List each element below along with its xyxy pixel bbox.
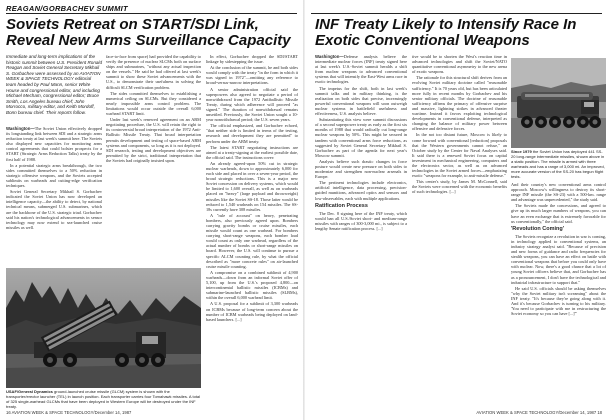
left-folio: 16 AVIATION WEEK & SPACE TECHNOLOGY/December 14, 1987 <box>6 410 132 415</box>
paragraph: In a potential strategic arms breakthrough, the two sides committed themselves to a 50% reduction in strategic offensive weapons, and the Soviets accepted sublimits on warheads and cutting-edge verification techniques. <box>6 162 102 189</box>
rubric-rule <box>6 13 297 14</box>
left-page <box>0 0 303 420</box>
paragraph: The rationale for this structural shift derives from an evolving Soviet military doctrine called "reasonable sufficiency." It is 70 years old, but has been articulated more fully in recent months by Gorbachev and his senior military officials. The doctrine of reasonable sufficiency affirms the primacy of offensive surprise and massive, lightning strikes in advanced theater wartime. Instead it favors exploiting technological developments in conventional defense, interpreted as changing the balance of military power between offensive and defensive forces. <box>412 75 507 132</box>
paragraph: The impetus for the shift, both in last week's summit talks and in military thinking, is the realization on both sides that precise, increasingly powerful conventional weapons will soon outweigh nuclear systems in battlefield usefulness and effectiveness, U.S. analysts believe. <box>315 85 407 117</box>
left-headline: Soviets Retreat on START/SDI Link, Reveal New Arms Surveillance Capacity <box>6 16 291 49</box>
glcm-caption: USAF/General Dynamics ground-launched cruise missile (GLCM) system is shown with the transporter/erector launcher (TEL) in launch position. Each transporter carries four Tomahawk missiles. A total of 325 single-warhead GLCMs that have been deployed in Western Europe will be destroyed under the INF treaty. <box>6 389 201 409</box>
subhead: Ratification Process <box>315 202 368 209</box>
paragraph: He said U.S. officials should be asking themselves "why the Soviet military isn't screaming" about the INF treaty. "It's because they're going along with it. And it's because Gorbachev is turning to his military. 'You need to participate with me in restructuring the Soviet economy so you can have [...]'" <box>511 285 606 317</box>
ss20-caption: Since 1979 the Soviet Union has deployed 441 SS-20 long-range intermediate missiles, shown above in a static position. The missile is armed with three warheads and has a range of 3,000 mi. An improved, more accurate version of the SS-20 has begun flight tests. <box>511 149 605 179</box>
dateline: Washington— <box>6 126 35 131</box>
glcm-photo <box>6 268 201 388</box>
section-rubric: REAGAN/GORBACHEV SUMMIT <box>6 4 128 13</box>
left-column-3 <box>206 54 298 406</box>
paragraph: At the conclusion of the summit, he and both sides would comply with the treaty "in the form in which it was signed in 1972"—omitting any reference to broad-versus-narrow interpretations. <box>206 65 298 86</box>
glcm-photo-image <box>6 268 201 388</box>
paragraph: In the not too distant future, Moscow is likely to come forward with conventional [reduction] proposals that the Western governments cannot refuse," an October study by the Center for Naval Analyses said. It said there is a renewed Soviet focus on capital investment in mechanical engineering, computers and the electronics sector, as well as on advanced technologies in the Soviet armed forces—emphasizing exotic "weapons for example, to anti-missile defense." <box>412 132 507 179</box>
paragraph: The Soviets recognize a revolution in war is coming, in technology applied to conventional systems, an industry strategy analyst said. "Because of precision and new forms of guidance and radio frequencies for stealth weapons, you can have an effect on battle with conventional weapons that before you could only have with nuclear. Now, there's a good chance that a lot of young Soviet officers believe that, and Gorbachev has as a pronouncement, I don't have the technological and industrial infrastructure to support that." <box>511 233 606 285</box>
rubric-rule <box>311 13 602 14</box>
paragraph: The Dec. 8 signing here of the INF treaty, which would ban all U.S./Soviet short- and medium-range missiles with ranges of 300-3,000 mi., is subject to a lengthy Senate ratification process. [...] <box>315 210 407 231</box>
editorial-deck: Immediate and long-term implications of the historic summit between U.S. President Ronald Reagan and Soviet General Secretary Mikhail S. Gorbachev were assessed by an AVIATION WEEK & SPACE TECHNOLOGY editorial team headed by Paul Mann, senior White House and congressional editor, and including Michael Mecham, congressional editor; Bruce Smith, Los Angeles bureau chief; John Morrocco, military editor, and Keith Mordoff, Bonn bureau chief. Their reports follow. <box>6 54 102 115</box>
paragraph: Substantiating this view were summit discussions of a second superpower treaty as early as the first six months of 1988 that would radically cut long-range nuclear weapons by 50%. This might be secured in tandem with conventional arms force reductions, as suggested by Soviet General Secretary Mikhail S. Gorbachev as part of the agenda for next year's Moscow summit. <box>315 117 407 158</box>
right-column-1 <box>315 54 407 406</box>
ss20-photo-image <box>511 58 606 148</box>
paragraph: Analysts believe such drastic changes in force posture would create new pressure on both sides to modernize and strengthen non-nuclear arsenals in Europe. <box>315 158 407 180</box>
right-headline: INF Treaty Likely to Intensify Race In Exotic Conventional Weapons <box>315 16 577 49</box>
paragraph: The official emphasized, and Gorbachev echoed, "that neither side is limited in terms of the testing, research and development they are permitted" to perform under the ABM treaty. <box>206 123 298 144</box>
bullet-paragraph: An already agreed-upon 50% cut in strategic nuclear warheads, down to approximately 6,000 for each side and placed in over a seven-year period, the broad strategic reductions. This is a major new Soviet concession on delivery systems, which would be limited to 1,600 overall, as well as on warheads placed on "heavy" (large payload and throwweight) missiles like the Soviet SS-18. Those latter would be reduced to 1,540 warheads on 154 missiles. The SS-18s currently have 308 missiles. <box>206 160 298 212</box>
paragraph: The pertinent technologies include electronics, artificial intelligence, data processing, precision-guided munitions, advanced optics and sensors and low-observables, each with multiple applications. <box>315 180 407 201</box>
paragraph: Washington—Defense analysts believe the intermediate nuclear forces (INF) treaty signed here at last week's U.S.-Soviet summit heralds a shift from nuclear weapons to advanced conventional systems that will intensify the East-West arms race in exotic technologies. <box>315 54 407 85</box>
right-folio: AVIATION WEEK & SPACE TECHNOLOGY/December 14, 1987 18 <box>476 410 602 415</box>
left-column-1 <box>6 126 102 266</box>
paragraph: And their country's new conventional arms control approach. Moscow's willingness to destroy its short-range INF missile (the SS-23) with a 500-km. range and advantage was unprecedented," the study said. <box>511 182 606 203</box>
paragraph: The latest START negotiating instructions are aimed at a treaty-signing at the earliest possible date, the official said. The instructions cover: <box>206 144 298 160</box>
paragraph: The sides committed themselves to establishing a numerical ceiling on SLCMs. But they considered a nearly impossible arms control problem. The limitations would occur outside the overall 6,000 warhead START limit. <box>106 90 201 117</box>
paragraph: tive would be to shorten the West's reaction time in advanced technologies and shift the Soviet/NATO quantitative conventional asymmetry to the new arena of exotic weapons. <box>412 54 507 75</box>
right-column-2 <box>412 54 507 406</box>
left-column-2 <box>106 54 201 266</box>
right-column-3 <box>511 182 606 406</box>
paragraph: A senior administration official said the superpowers also agreed to negotiate a period of nonwithdrawal from the 1972 Antiballistic Missile Treaty, during which adherence will proceed "as signed." The duration of nonwithdrawal remains unsettled. Previously, the Soviet Union sought a 10-year nonwithdrawal period; the U.S. seven years. <box>206 86 298 123</box>
paragraph: Soviet General Secretary Mikhail S. Gorbachev indicated the Soviet Union has now developed an intelligence capacity—the ability to detect, by national technical means, submerged U.S. submarines, which are the backbone of the U.S. strategic triad. Gorbachev said his nation's technological advancements in sensor technology may now extend to sea-launched cruise missiles as well. <box>6 189 102 230</box>
paragraph: Under last week's renewed agreement on an ABM negotiating procedure, the U.S. will retain the right to its controversial broad interpretation of the 1972 Anti-Ballistic Missile Treaty. That broad interpretation permits development and testing of space-based ABM systems and components, so long as it is not deployed. SDI research, testing and development objectives are permitted by the strict, traditional interpretation that the Soviets had originally insisted upon. <box>106 117 201 163</box>
paragraph: This center's study, by James M. McConnell, said the Soviets were concerned with the economic benefits of such technologies. [...] <box>412 179 507 195</box>
bullet-paragraph: A "rule of account" on heavy, penetrating bombers, also previously agreed upon. Bombers carrying gravity bombs or cruise missiles, each missile would count as one warhead. For bombers carrying short-range weapons, each bomber load would count as only one warhead, regardless of the actual number of bombs or short-range missiles on board. However, the U.S. will continue to pursue a specific ALCM counting rule, by what the official described as "more concrete rules" on air-launched cruise missile counting. <box>206 212 298 269</box>
subhead: 'Revolution Coming' <box>511 225 565 232</box>
paragraph: In effect, Gorbachev dropped the SDI/START linkage by sidestepping the issue. <box>206 54 298 65</box>
right-page <box>305 0 608 420</box>
paragraph: The Soviets made the concessions, and agreed to give up its much larger numbers of weapons, you can have an even exchange that is extremely favorable for us conventionally," the official said. <box>511 203 606 224</box>
ss20-photo <box>511 58 606 148</box>
dateline: Washington— <box>315 54 344 59</box>
bullet-paragraph: A U.S. proposal for a sublimit of 3,300 warheads on ICBMs because of long-term concern about the number of ICBM warheads being deployed on land-based launchers. [...] <box>206 301 298 322</box>
paragraph: Washington—The Soviet Union effectively dropped its longstanding link between SDI and a strategic arms reduction treaty at last week's summit here. The Soviets also displayed new capacities for monitoring arms control agreements that could bolster prospects for a START (Strategic Arms Reduction Talks) treaty by the first half of 1988. <box>6 126 102 162</box>
paragraph: face-to-face from space) had provided the capability to verify the presence of nuclear SLCMs both on surface ships and submarines, "without any actual inspection on the vessels." He said he had offered at last week's summit to show these Soviet advancements with the U.S., to demonstrate their usefulness in solving the difficult SLCM verification problem. <box>106 54 201 90</box>
bullet-paragraph: A compromise on a combined sublimit of 4,900 warheads—down from an informal Soviet offer of 5,100, up from the U.S.'s proposed 4,800—on intercontinental ballistic missiles (ICBMs) and submarine-launched ballistic missiles (SLBMs), within the overall 6,000 warhead limit. <box>206 269 298 301</box>
